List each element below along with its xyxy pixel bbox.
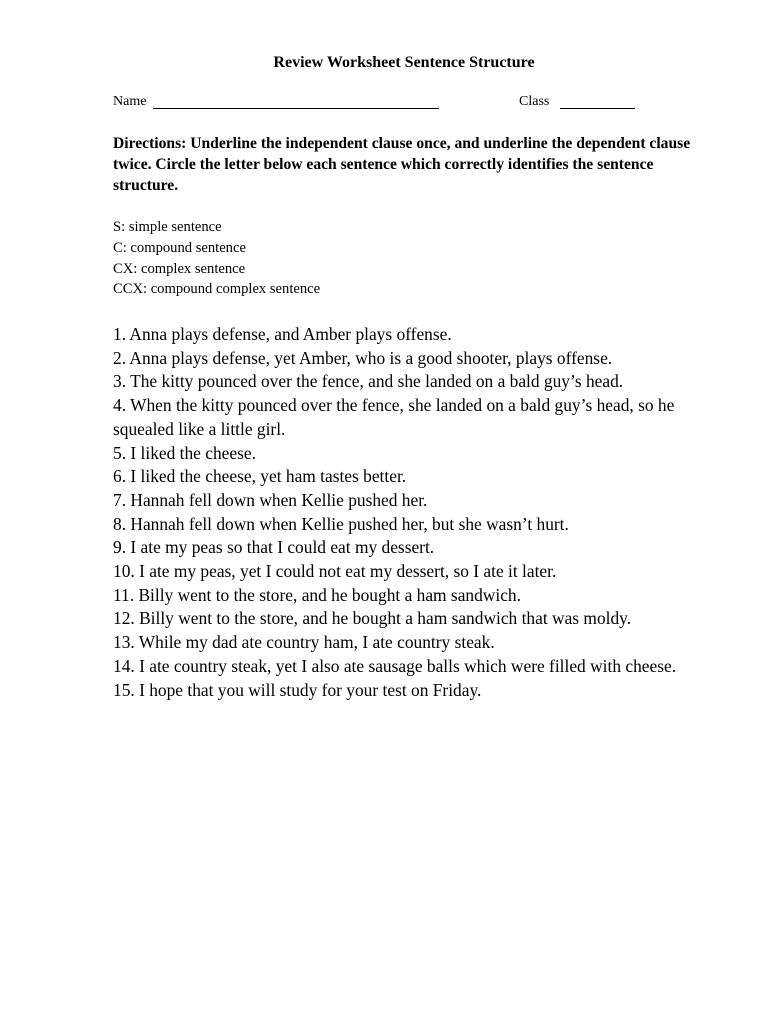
legend-item-simple: S: simple sentence [113, 219, 222, 235]
question-item: 14. I ate country steak, yet I also ate sausage balls which were filled with cheese. [113, 655, 677, 676]
question-item: 9. I ate my peas so that I could eat my dessert. [113, 537, 435, 558]
directions-text: Directions: Underline the independent clause once, and underline the dependent clause twice. Circle the letter below each sentence which correctly identifies the sentence structure. [113, 135, 691, 194]
name-blank-line[interactable] [153, 108, 439, 109]
worksheet-title: Review Worksheet Sentence Structure [273, 54, 535, 71]
question-item: 8. Hannah fell down when Kellie pushed her, but she wasn’t hurt. [113, 513, 569, 534]
question-item: 7. Hannah fell down when Kellie pushed her. [113, 489, 428, 510]
class-label: Class [519, 94, 550, 109]
question-item: 13. While my dad ate country ham, I ate country steak. [113, 632, 495, 653]
question-item: 3. The kitty pounced over the fence, and she landed on a bald guy’s head. [113, 371, 624, 392]
question-item: 15. I hope that you will study for your test on Friday. [113, 679, 482, 700]
legend-item-compound-complex: CCX: compound complex sentence [113, 281, 321, 298]
class-blank-line[interactable] [560, 108, 635, 109]
name-label: Name [113, 94, 147, 109]
question-item: 4. When the kitty pounced over the fence, she landed on a bald guy’s head, so he squealed like a little girl. [113, 395, 675, 439]
legend-item-complex: CX: complex sentence [113, 260, 246, 277]
question-item: 1. Anna plays defense, and Amber plays offense. [113, 324, 452, 344]
question-item: 2. Anna plays defense, yet Amber, who is a good shooter, plays offense. [113, 347, 613, 368]
question-list [113, 323, 703, 702]
question-item: 5. I liked the cheese. [113, 442, 256, 463]
question-item: 11. Billy went to the store, and he bought a ham sandwich. [113, 584, 521, 605]
legend-item-compound: C: compound sentence [113, 239, 246, 256]
question-item: 6. I liked the cheese, yet ham tastes better. [113, 466, 407, 487]
sentence-type-legend [113, 217, 320, 300]
question-item: 10. I ate my peas, yet I could not eat my dessert, so I ate it later. [113, 561, 557, 582]
question-item: 12. Billy went to the store, and he bought a ham sandwich that was moldy. [113, 608, 632, 629]
